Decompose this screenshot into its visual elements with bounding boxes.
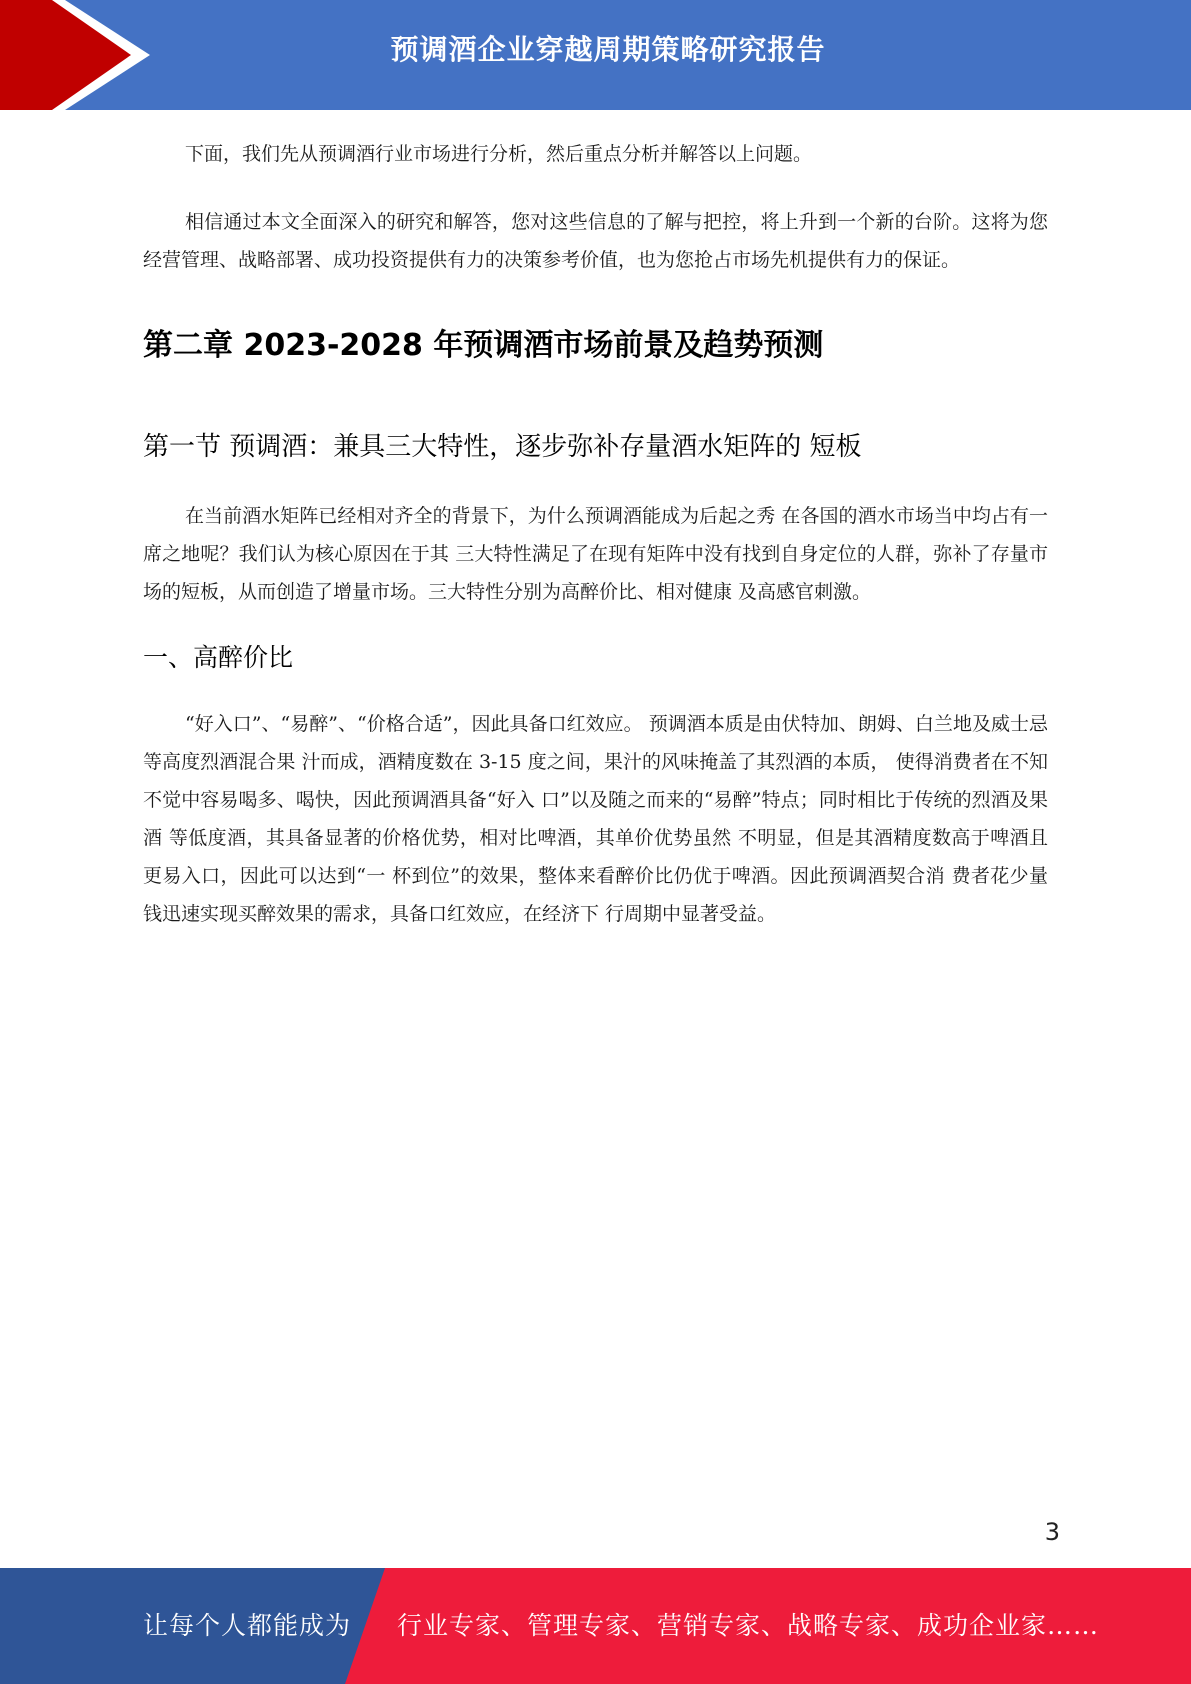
subsection-paragraph: “好入口”、“易醉”、“价格合适”，因此具备口红效应。 预调酒本质是由伏特加、朗姆、白兰地及威士忌等高度烈酒混合果 汁而成，酒精度数在 3-15 度之间，果汁的风味掩盖了其烈酒的本质， 使得消费者在不知不觉中容易喝多、喝快，因此预调酒具备“好入 口”以及随之而来的“易醉”特点；同时相比于传统的烈酒及果酒 等低度酒，其具备显著的价格优势，相对比啤酒，其单价优势虽然 不明显，但是其酒精度数高于啤酒且更易入口，因此可以达到“一 杯到位”的效果，整体来看醉价比仍优于啤酒。因此预调酒契合消 费者花少量钱迅速实现买醉效果的需求，具备口红效应，在经济下 行周期中显著受益。: [143, 713, 1048, 925]
document-body: [143, 130, 1048, 933]
footer-slogan-left: 让每个人都能成为: [143, 1611, 352, 1640]
trust-paragraph: 相信通过本文全面深入的研究和解答，您对这些信息的了解与把控，将上升到一个新的台阶。这将为您经营管理、战略部署、成功投资提供有力的决策参考价值，也为您抢占市场先机提供有力的保证。: [143, 211, 1048, 271]
page-number: 3: [1044, 1518, 1060, 1546]
subsection-title: 一、高醉价比: [143, 643, 294, 672]
footer-slogan-right: 行业专家、管理专家、营销专家、战略专家、成功企业家……: [397, 1611, 1100, 1640]
intro-paragraph: 下面，我们先从预调酒行业市场进行分析，然后重点分析并解答以上问题。: [185, 143, 813, 165]
chapter-title: 第二章 2023-2028 年预调酒市场前景及趋势预测: [143, 328, 824, 363]
page-footer: [0, 1568, 1191, 1684]
page-header: [0, 0, 1191, 110]
section-paragraph: 在当前酒水矩阵已经相对齐全的背景下，为什么预调酒能成为后起之秀 在各国的酒水市场当中均占有一席之地呢？我们认为核心原因在于其 三大特性满足了在现有矩阵中没有找到自身定位的人群，弥补了存量市 场的短板，从而创造了增量市场。三大特性分别为高醉价比、相对健康 及高感官刺激。: [143, 505, 1048, 603]
section-title: 第一节 预调酒：兼具三大特性，逐步弥补存量酒水矩阵的 短板: [143, 432, 862, 462]
report-title: 预调酒企业穿越周期策略研究报告: [390, 33, 826, 66]
